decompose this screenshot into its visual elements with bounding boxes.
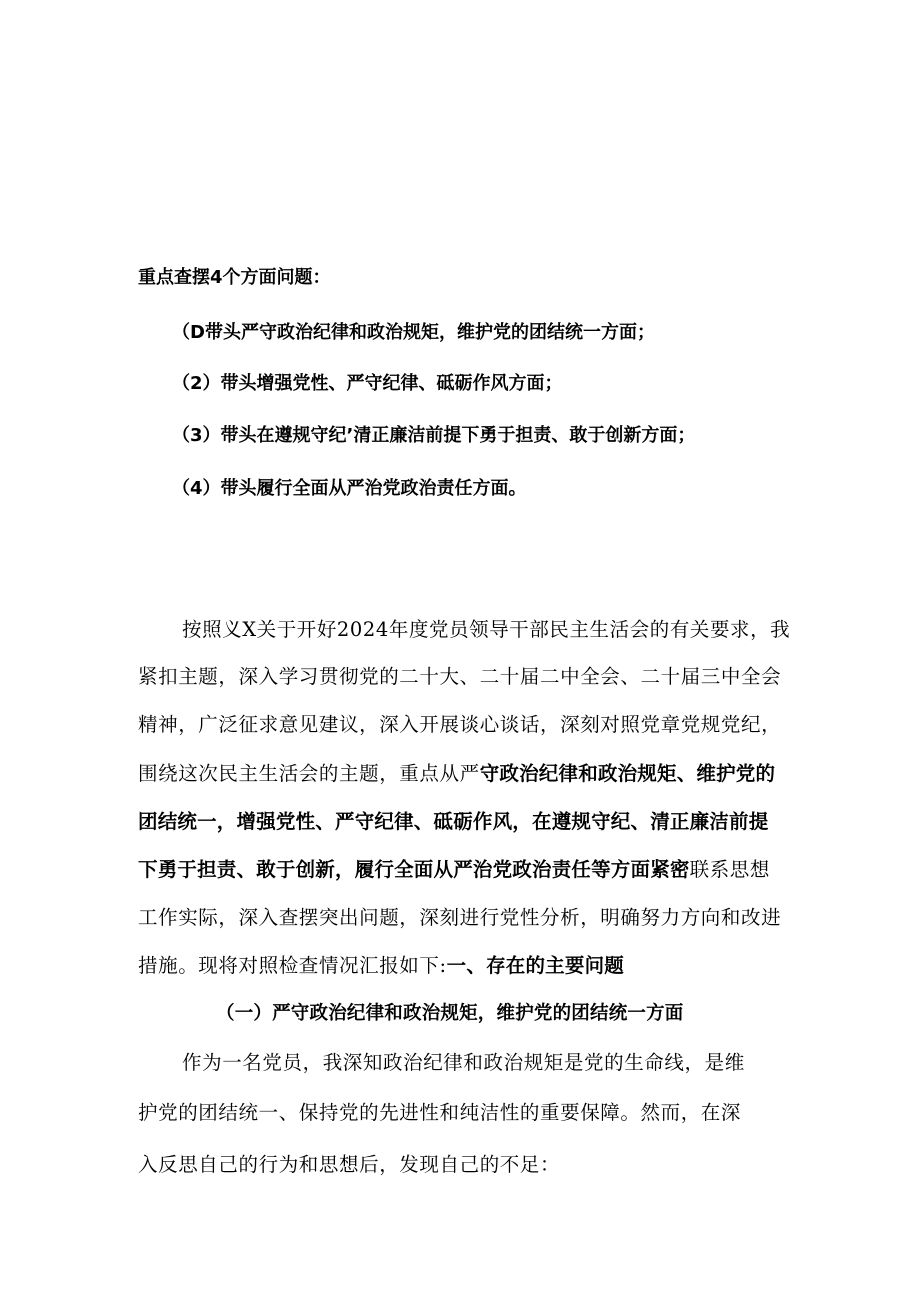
intro-line-8-normal: 措施。现将对照检查情况汇报如下: — [138, 954, 447, 977]
intro-line-6-bold: 下勇于担责、敢于创新，履行全面从严治党政治责任等方面紧密 — [138, 858, 690, 881]
intro-line-4 — [138, 762, 775, 786]
intro-line-8-bold: 一、存在的主要问题 — [446, 954, 624, 977]
intro-line-4-normal: 围绕这次民主生活会的主题，重点从严 — [138, 762, 480, 785]
intro-line-6-normal: 联系思想 — [689, 858, 771, 881]
key-points-heading: 重点查摆4个方面问题： — [138, 267, 331, 288]
intro-line-7: 工作实际，深入查摆突出问题，深刻进行党性分析，明确努力方向和改进 — [138, 906, 782, 929]
section-1-heading: （一）严守政治纪律和政治规矩，维护党的团结统一方面 — [216, 1003, 684, 1024]
intro-line-4-bold: 守政治纪律和政治规矩、维护党的 — [479, 762, 776, 785]
intro-line-6 — [138, 858, 770, 882]
intro-line-5-bold: 团结统一，增强党性、严守纪律、砥砺作风，在遵规守纪、清正廉洁前提 — [138, 810, 769, 833]
intro-line-1: 按照义X关于开好2024年度党员领导干部民主生活会的有关要求，我 — [182, 618, 791, 641]
key-point-item-3: （3）带头在遵规守纪’清正廉洁前提下勇于担责、敢于创新方面； — [172, 425, 696, 446]
intro-line-3: 精神，广泛征求意见建议，深入开展谈心谈话，深刻对照党章党规党纪， — [138, 713, 782, 736]
intro-line-5 — [138, 810, 768, 834]
key-point-item-4: （4）带头履行全面从严治党政治责任方面。 — [172, 478, 527, 499]
section-1-line-2: 护党的团结统一、保持党的先进性和纯洁性的重要保障。然而，在深 — [138, 1101, 742, 1124]
intro-line-8 — [138, 954, 624, 978]
section-1-line-1: 作为一名党员，我深知政治纪律和政治规矩是党的生命线，是维 — [182, 1051, 745, 1074]
key-point-item-2: （2）带头增强党性、严守纪律、砥砺作风方面； — [172, 373, 563, 394]
section-1-line-3: 入反思自己的行为和思想后，发现自己的不足： — [138, 1153, 561, 1176]
intro-line-2: 紧扣主题，深入学习贯彻党的二十大、二十届二中全会、二十届三中全会 — [138, 665, 782, 688]
key-point-item-1: （D带头严守政治纪律和政治规矩，维护党的团结统一方面； — [172, 322, 655, 343]
